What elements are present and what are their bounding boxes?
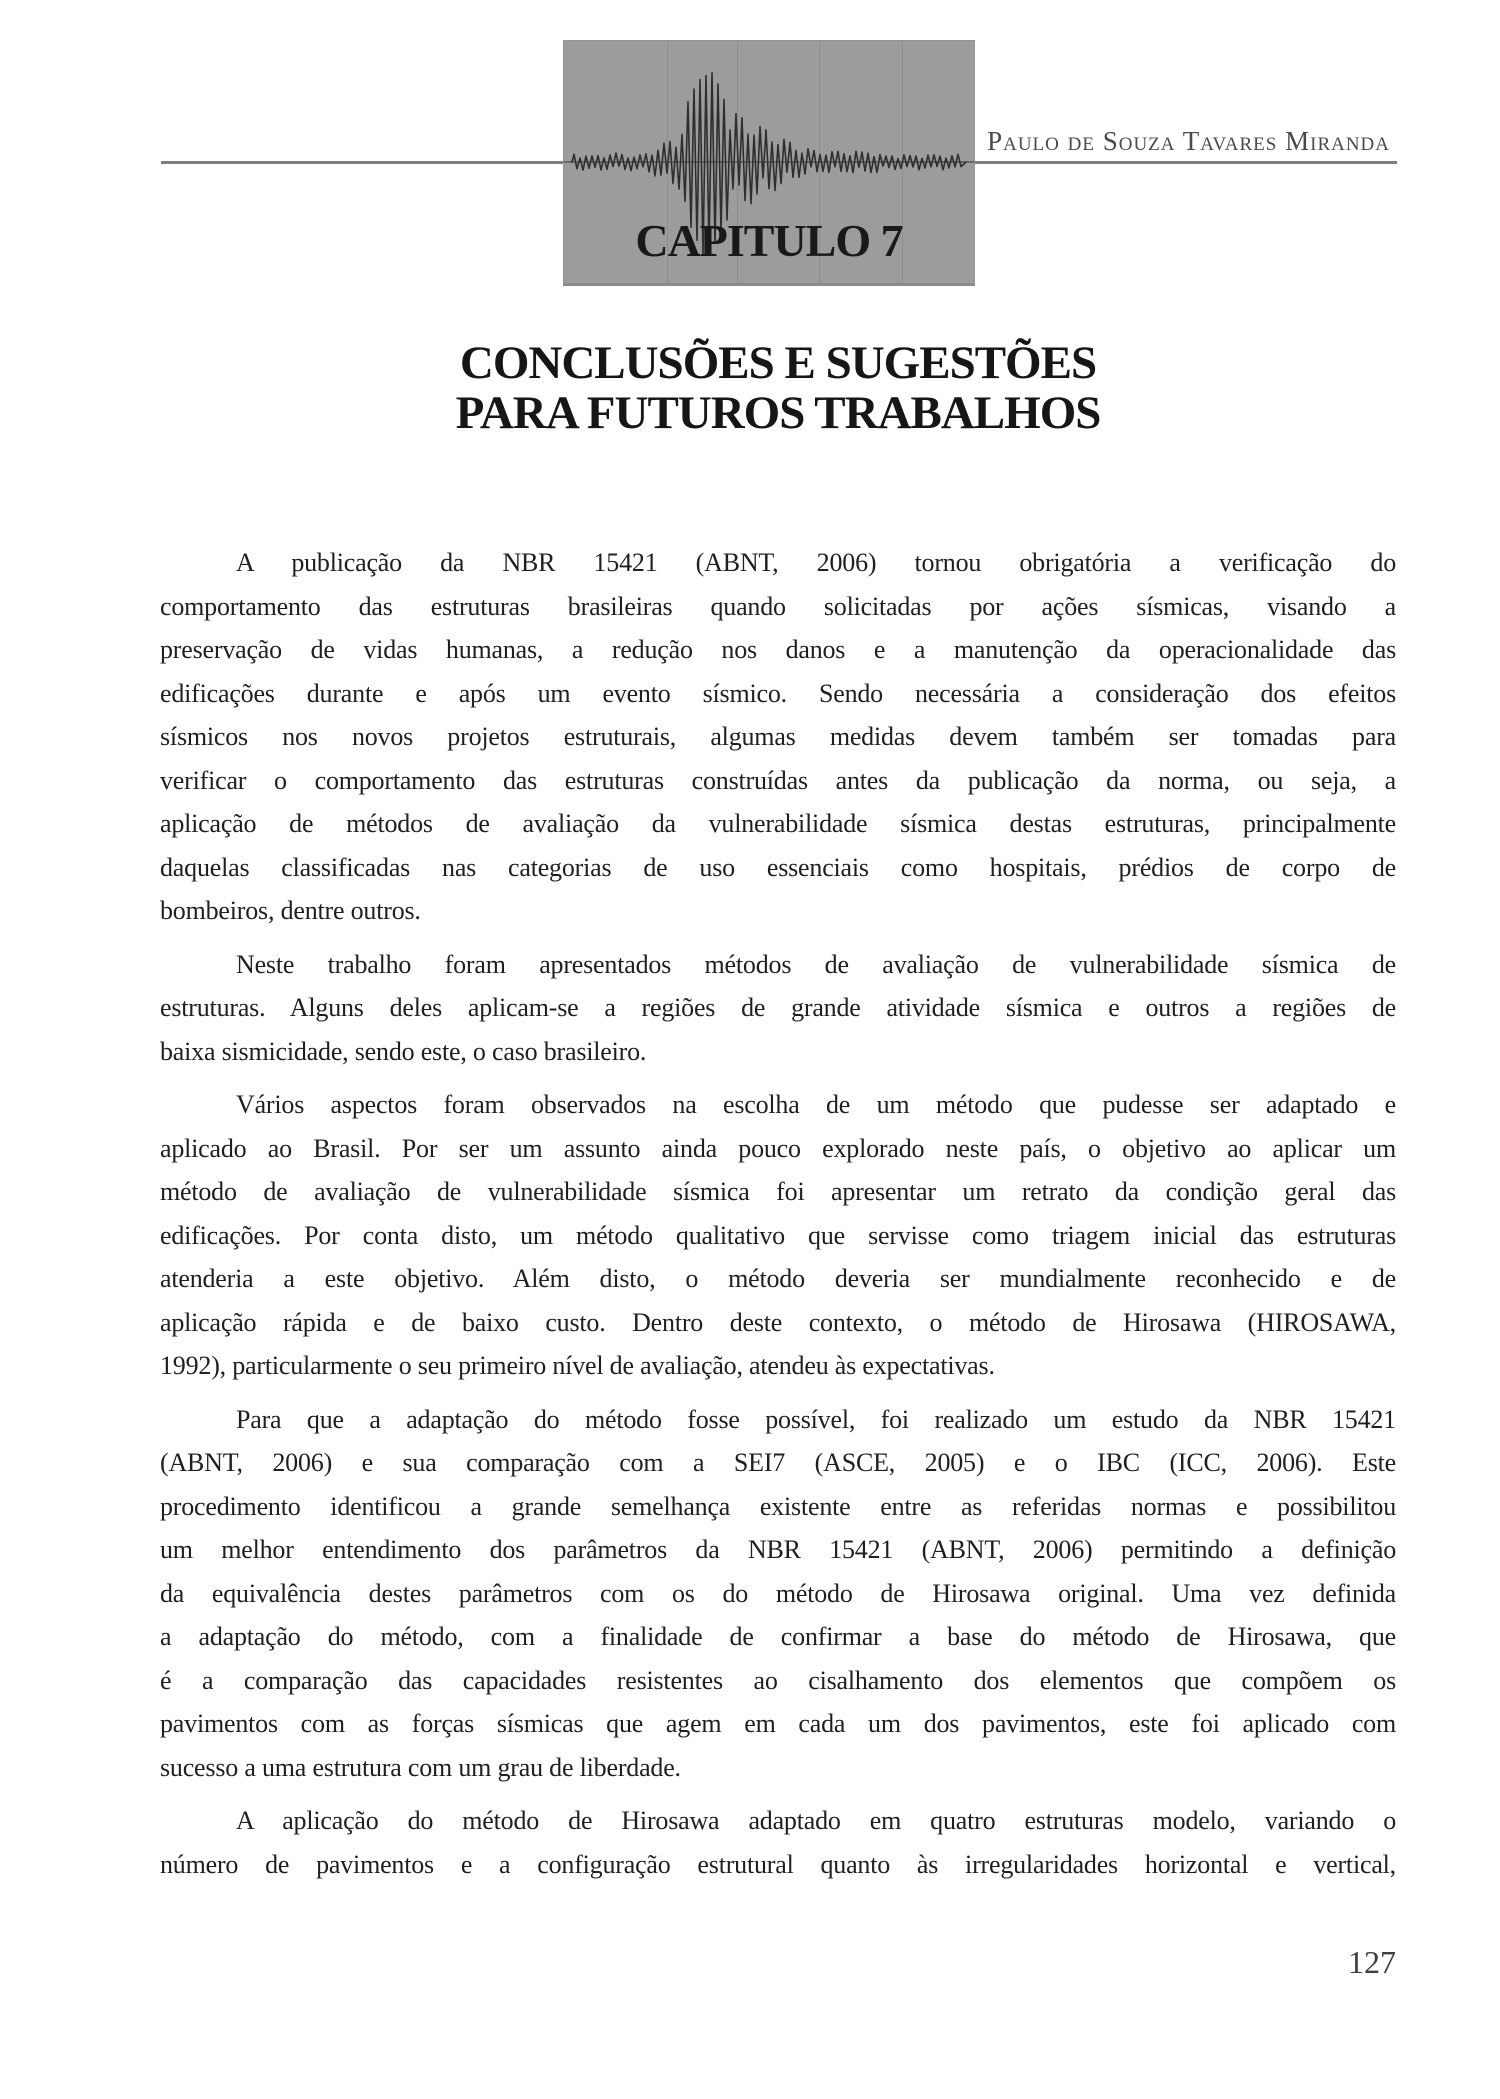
paragraph-line: 1992), particularmente o seu primeiro nível de avaliação, atendeu às expectativas. [160, 1351, 995, 1380]
page-number: 127 [1348, 1944, 1396, 1980]
page-title-line1: CONCLUSÕES E SUGESTÕES [459, 337, 1097, 389]
paragraph-line: A publicação da NBR 15421 (ABNT, 2006) tornou obrigatória a verificação do [236, 548, 1396, 577]
paragraph-line: daquelas classificadas nas categorias de uso essenciais como hospitais, prédios de corpo de [160, 852, 1396, 882]
paragraph-line: número de pavimentos e a configuração estrutural quanto às irregularidades horizontal e vertical, [160, 1849, 1396, 1879]
paragraph-line: sísmicos nos novos projetos estruturais, algumas medidas devem também ser tomadas para [160, 722, 1396, 751]
paragraph-line: edificações. Por conta disto, um método qualitativo que servisse como triagem inicial das estruturas [160, 1220, 1396, 1250]
page-title-line2: PARA FUTUROS TRABALHOS [455, 387, 1101, 439]
paragraph-line: (ABNT, 2006) e sua comparação com a SEI7 (ASCE, 2005) e o IBC (ICC, 2006). Este [160, 1448, 1396, 1477]
author-name: Paulo de Souza Tavares Miranda [987, 126, 1390, 156]
body-text [160, 541, 1396, 1896]
paragraph-line: a adaptação do método, com a finalidade de confirmar a base do método de Hirosawa, que [160, 1622, 1396, 1651]
paragraph-line: sucesso a uma estrutura com um grau de liberdade. [160, 1752, 681, 1782]
paragraph [160, 1799, 1396, 1886]
paragraph-line: aplicação rápida e de baixo custo. Dentro deste contexto, o método de Hirosawa (HIROSAWA, [160, 1307, 1396, 1337]
paragraph-line: atenderia a este objetivo. Além disto, o método deveria ser mundialmente reconhecido e de [160, 1264, 1396, 1293]
chapter-banner [563, 40, 975, 286]
paragraph-line: aplicado ao Brasil. Por ser um assunto ainda pouco explorado neste país, o objetivo ao aplicar um [160, 1133, 1396, 1163]
paragraph-line: Neste trabalho foram apresentados métodos de avaliação de vulnerabilidade sísmica de [236, 949, 1396, 979]
paragraph [160, 943, 1396, 1074]
paragraph-line: edificações durante e após um evento sísmico. Sendo necessária a consideração dos efeitos [160, 678, 1396, 708]
paragraph-line: A aplicação do método de Hirosawa adaptado em quatro estruturas modelo, variando o [236, 1806, 1396, 1835]
paragraph-line: método de avaliação de vulnerabilidade sísmica foi apresentar um retrato da condição geral das [160, 1177, 1396, 1206]
paragraph [160, 1083, 1396, 1388]
paragraph [160, 1398, 1396, 1790]
paragraph-line: preservação de vidas humanas, a redução nos danos e a manutenção da operacionalidade das [160, 635, 1396, 664]
page-title [160, 338, 1396, 438]
paragraph-line: bombeiros, dentre outros. [160, 896, 421, 925]
paragraph-line: Vários aspectos foram observados na escolha de um método que pudesse ser adaptado e [236, 1090, 1396, 1119]
paragraph-line: procedimento identificou a grande semelhança existente entre as referidas normas e possibilitou [160, 1491, 1396, 1521]
paragraph [160, 541, 1396, 933]
paragraph-line: aplicação de métodos de avaliação da vulnerabilidade sísmica destas estruturas, principalmente [160, 809, 1396, 838]
chapter-heading: CAPITULO 7 [635, 215, 903, 266]
paragraph-line: é a comparação das capacidades resistentes ao cisalhamento dos elementos que compõem os [160, 1665, 1396, 1695]
paragraph-line: comportamento das estruturas brasileiras quando solicitadas por ações sísmicas, visando a [160, 591, 1396, 621]
paragraph-line: um melhor entendimento dos parâmetros da NBR 15421 (ABNT, 2006) permitindo a definição [160, 1535, 1396, 1564]
paragraph-line: da equivalência destes parâmetros com os do método de Hirosawa original. Uma vez definida [160, 1578, 1396, 1608]
paragraph-line: Para que a adaptação do método fosse possível, foi realizado um estudo da NBR 15421 [236, 1404, 1396, 1434]
paragraph-line: baixa sismicidade, sendo este, o caso brasileiro. [160, 1036, 647, 1066]
paragraph-line: verificar o comportamento das estruturas construídas antes da publicação da norma, ou seja, a [160, 765, 1396, 795]
paragraph-line: pavimentos com as forças sísmicas que agem em cada um dos pavimentos, este foi aplicado com [160, 1709, 1396, 1738]
paragraph-line: estruturas. Alguns deles aplicam-se a regiões de grande atividade sísmica e outros a regiões de [160, 993, 1396, 1022]
